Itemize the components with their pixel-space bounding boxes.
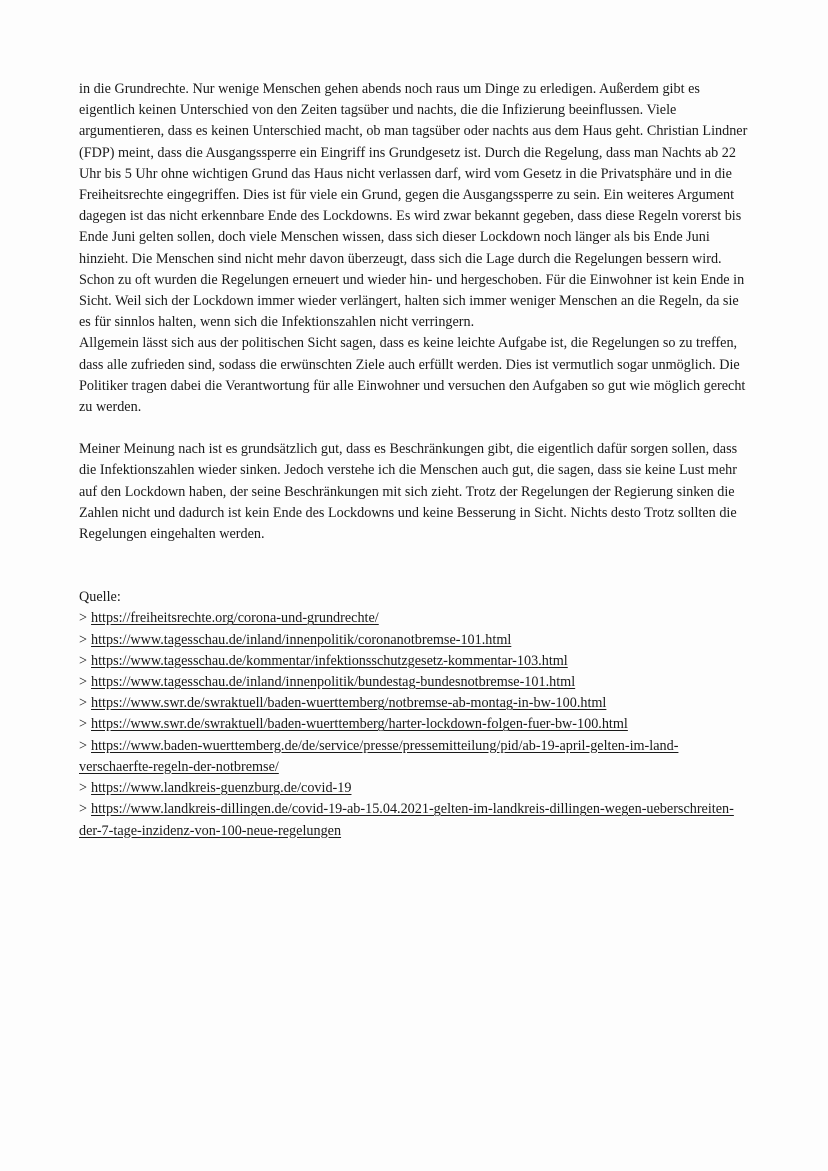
source-link-8[interactable]: https://www.landkreis-guenzburg.de/covid-19 — [91, 780, 352, 797]
source-item — [79, 714, 751, 735]
body-paragraph-1: in die Grundrechte. Nur wenige Menschen gehen abends noch raus um Dinge zu erledigen. Außerdem gibt es eigentlich keinen Unterschied von den Zeiten tagsüber und nachts, die die Infizierung beeinflussen. Viele argumentieren, dass es keinen Unterschied macht, ob man tagsüber oder nachts aus dem Haus geht. Christian Lindner (FDP) meint, dass die Ausgangssperre ein Eingriff ins Grundgesetz ist. Durch die Regelung, dass man Nachts ab 22 Uhr bis 5 Uhr ohne wichtigen Grund das Haus nicht verlassen darf, wird vom Gesetz in die Privatsphäre und in die Freiheitsrechte eingegriffen. Dies ist für viele ein Grund, gegen die Ausgangssperre zu sein. Ein weiteres Argument dagegen ist das nicht erkennbare Ende des Lockdowns. Es wird zwar bekannt gegeben, dass diese Regeln vorerst bis Ende Juni gelten sollen, doch viele Menschen wissen, dass sich dieser Lockdown noch länger als bis Ende Juni hinzieht. Die Menschen sind nicht mehr davon überzeugt, dass sich die Lage durch die Regelungen bessern wird. Schon zu oft wurden die Regelungen erneuert und wieder hin- und hergeschoben. Für die Einwohner ist kein Ende in Sicht. Weil sich der Lockdown immer wieder verlängert, halten sich immer weniger Menschen an die Regeln, da sie es für sinnlos halten, wenn sich die Infektionszahlen nicht verringern. — [79, 81, 748, 331]
source-link-1[interactable]: https://freiheitsrechte.org/corona-und-grundrechte/ — [91, 610, 379, 627]
source-prefix: > — [79, 695, 88, 712]
document-body — [79, 79, 751, 842]
source-item — [79, 799, 751, 841]
source-item — [79, 651, 751, 672]
source-prefix: > — [79, 631, 88, 648]
body-paragraph-3: Meiner Meinung nach ist es grundsätzlich gut, dass es Beschränkungen gibt, die eigentlich dafür sorgen sollen, dass die Infektionszahlen wieder sinken. Jedoch verstehe ich die Menschen auch gut, die sagen, dass sie keine Lust mehr auf den Lockdown haben, der seine Beschränkungen mit sich zieht. Trotz der Regelungen der Regierung sinken die Zahlen nicht und dadurch ist kein Ende des Lockdowns und keine Besserung in Sicht. Nichts desto Trotz sollten die Regelungen eingehalten werden. — [79, 441, 738, 543]
source-item — [79, 778, 751, 799]
section-spacer — [79, 545, 751, 587]
source-prefix: > — [79, 610, 88, 627]
source-prefix: > — [79, 716, 88, 733]
paragraph-spacer — [79, 418, 751, 439]
sources-heading: Quelle: — [79, 589, 121, 606]
source-prefix: > — [79, 674, 88, 691]
source-item — [79, 608, 751, 629]
source-link-7[interactable]: https://www.baden-wuerttemberg.de/de/service/presse/pressemitteilung/pid/ab-19-april-gelten-im-land-verschaerfte-regeln-der-notbremse/ — [79, 737, 679, 775]
source-prefix: > — [79, 780, 88, 797]
source-link-3[interactable]: https://www.tagesschau.de/kommentar/infektionsschutzgesetz-kommentar-103.html — [91, 652, 568, 669]
source-item — [79, 736, 751, 778]
source-link-2[interactable]: https://www.tagesschau.de/inland/innenpolitik/coronanotbremse-101.html — [91, 631, 512, 648]
source-link-5[interactable]: https://www.swr.de/swraktuell/baden-wuerttemberg/notbremse-ab-montag-in-bw-100.html — [91, 695, 607, 712]
source-prefix: > — [79, 801, 88, 818]
source-item — [79, 630, 751, 651]
body-paragraph-2: Allgemein lässt sich aus der politischen Sicht sagen, dass es keine leichte Aufgabe ist, die Regelungen so zu treffen, dass alle zufrieden sind, sodass die erwünschten Ziele auch erfüllt werden. Dies ist vermutlich sogar unmöglich. Die Politiker tragen dabei die Verantwortung für alle Einwohner und versuchen den Aufgaben so gut wie möglich gerecht zu werden. — [79, 335, 746, 416]
source-prefix: > — [79, 652, 88, 669]
source-item — [79, 672, 751, 693]
source-item — [79, 693, 751, 714]
source-link-4[interactable]: https://www.tagesschau.de/inland/innenpolitik/bundestag-bundesnotbremse-101.html — [91, 674, 576, 691]
source-prefix: > — [79, 737, 88, 754]
source-link-6[interactable]: https://www.swr.de/swraktuell/baden-wuerttemberg/harter-lockdown-folgen-fuer-bw-100.html — [91, 716, 628, 733]
source-link-9[interactable]: https://www.landkreis-dillingen.de/covid-19-ab-15.04.2021-gelten-im-landkreis-dillingen-wegen-ueberschreiten-der-7-tage-inzidenz-von-100-neue-regelungen — [79, 801, 734, 839]
